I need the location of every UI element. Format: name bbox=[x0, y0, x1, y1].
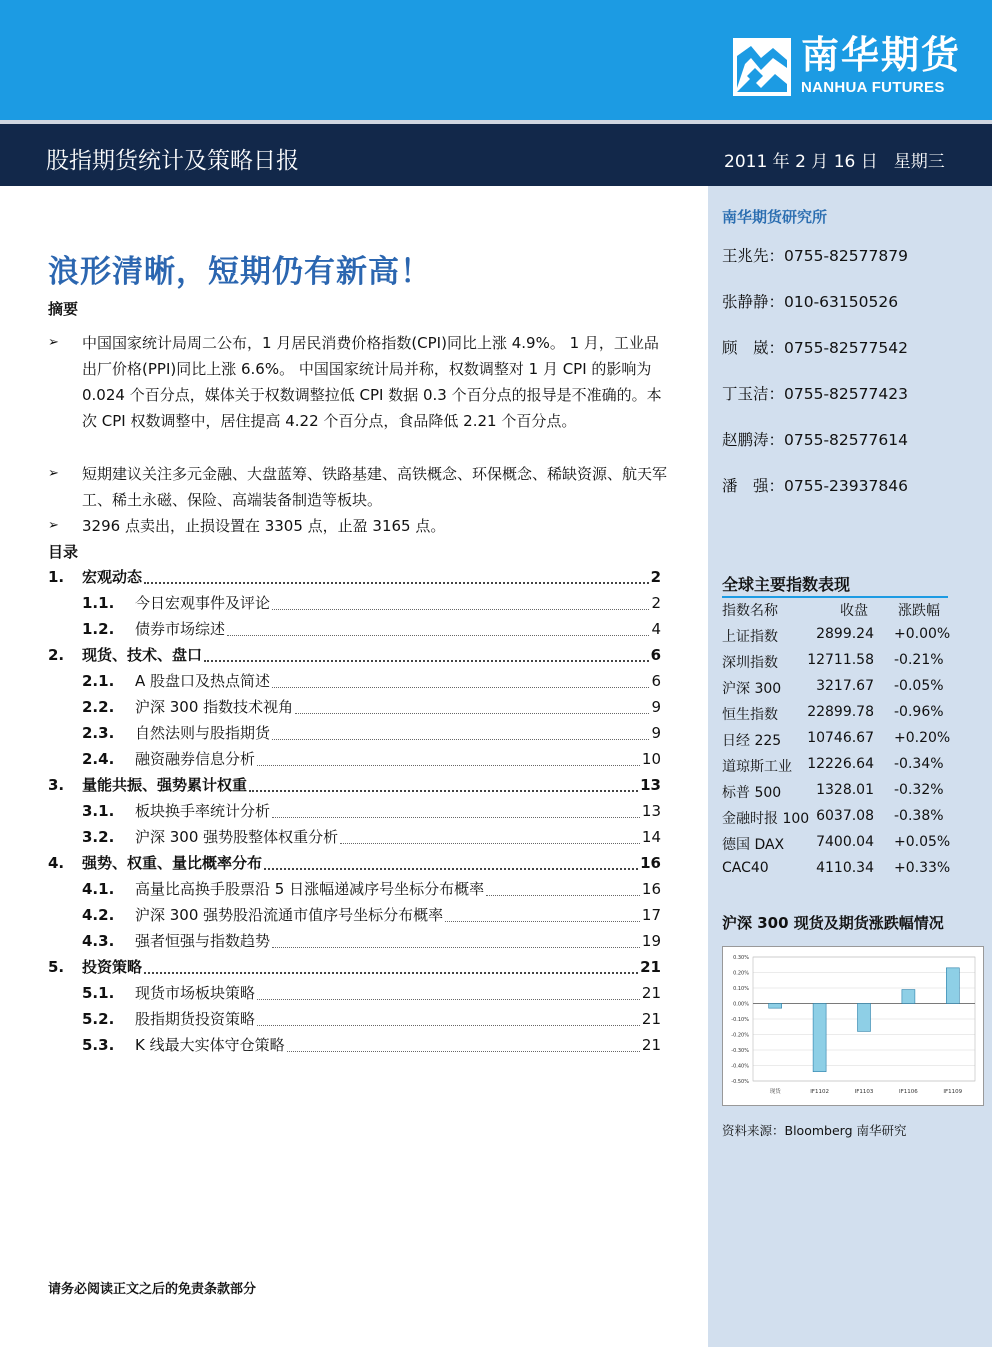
index-change: +0.00% bbox=[894, 626, 951, 642]
index-name: 道琼斯工业 bbox=[722, 759, 792, 775]
index-name: 日经 225 bbox=[722, 733, 782, 749]
toc-entry-label: 强势、权重、量比概率分布 bbox=[82, 854, 263, 872]
toc-entry-number: 1.2. bbox=[82, 620, 115, 638]
toc-entry-number: 2. bbox=[48, 646, 65, 664]
report-date-text: 2011 年 2 月 16 日 bbox=[724, 152, 878, 172]
institute-name: 南华期货研究所 bbox=[722, 208, 828, 226]
index-change: -0.38% bbox=[894, 808, 944, 824]
toc-entry-number: 5.3. bbox=[82, 1036, 115, 1054]
toc-entry-page: 21 bbox=[641, 984, 661, 1002]
toc-entry-label: 高量比高换手股票沿 5 日涨幅递减序号坐标分布概率 bbox=[135, 880, 485, 898]
toc-entry[interactable] bbox=[82, 904, 661, 928]
bar-chart-svg bbox=[723, 947, 985, 1107]
toc-entry[interactable] bbox=[48, 852, 661, 876]
chart-source: 资料来源：Bloomberg 南华研究 bbox=[722, 1123, 907, 1138]
report-weekday: 星期三 bbox=[893, 152, 945, 172]
toc-entry[interactable] bbox=[82, 982, 661, 1006]
toc-leader-dots bbox=[144, 972, 638, 974]
index-name: 上证指数 bbox=[722, 629, 778, 645]
summary-label: 摘要 bbox=[48, 300, 79, 318]
toc-entry-page: 16 bbox=[640, 854, 661, 872]
index-name: 深圳指数 bbox=[722, 655, 778, 671]
contact-item: 丁玉洁：0755-82577423 bbox=[722, 385, 908, 403]
toc-entry[interactable] bbox=[82, 748, 661, 772]
contact-item: 顾 崴：0755-82577542 bbox=[722, 339, 908, 357]
toc-leader-dots bbox=[272, 687, 649, 688]
y-tick-label: 0.20% bbox=[733, 970, 749, 977]
toc-entry-number: 3.2. bbox=[82, 828, 115, 846]
report-date bbox=[724, 147, 945, 172]
toc-entry-label: 股指期货投资策略 bbox=[135, 1010, 256, 1028]
logo-text-cn: 南华期货 bbox=[801, 33, 962, 77]
index-row bbox=[722, 626, 952, 652]
index-row bbox=[722, 808, 952, 834]
index-name: 标普 500 bbox=[722, 785, 782, 801]
toc-entry-number: 4.3. bbox=[82, 932, 115, 950]
x-tick-label: 现货 bbox=[769, 1089, 781, 1095]
toc-leader-dots bbox=[227, 635, 649, 636]
toc-entry-label: A 股盘口及热点简述 bbox=[135, 672, 271, 690]
y-tick-label: -0.20% bbox=[731, 1032, 749, 1039]
index-name: 沪深 300 bbox=[722, 681, 782, 697]
toc-entry-label: 板块换手率统计分析 bbox=[135, 802, 271, 820]
index-name: 金融时报 100 bbox=[722, 811, 810, 827]
toc-entry[interactable] bbox=[82, 878, 661, 902]
toc-entry-number: 2.2. bbox=[82, 698, 115, 716]
toc-entry-page: 6 bbox=[650, 646, 661, 664]
y-tick-label: -0.40% bbox=[731, 1063, 749, 1070]
toc-entry-number: 1.1. bbox=[82, 594, 115, 612]
toc-entry[interactable] bbox=[48, 956, 661, 980]
toc-entry-number: 4. bbox=[48, 854, 65, 872]
toc-leader-dots bbox=[272, 609, 649, 610]
index-row bbox=[722, 678, 952, 704]
toc-entry[interactable] bbox=[82, 1008, 661, 1032]
index-row bbox=[722, 756, 952, 782]
index-row bbox=[722, 860, 952, 886]
x-tick-label: IF1102 bbox=[810, 1089, 829, 1095]
index-change: +0.20% bbox=[894, 730, 951, 746]
toc-leader-dots bbox=[272, 739, 649, 740]
index-change: -0.05% bbox=[894, 678, 944, 694]
index-row bbox=[722, 652, 952, 678]
toc-entry-number: 5.1. bbox=[82, 984, 115, 1002]
bar-chart bbox=[722, 946, 984, 1106]
index-name: 恒生指数 bbox=[722, 707, 778, 723]
toc-entry[interactable] bbox=[82, 930, 661, 954]
toc-leader-dots bbox=[445, 921, 640, 922]
index-close: 4110.34 bbox=[816, 860, 874, 876]
y-tick-label: -0.10% bbox=[731, 1017, 749, 1023]
toc-entry-label: 现货市场板块策略 bbox=[135, 984, 256, 1002]
toc-leader-dots bbox=[264, 868, 638, 870]
summary-bullet bbox=[48, 330, 688, 460]
index-close: 2899.24 bbox=[816, 626, 874, 642]
toc-entry-number: 2.1. bbox=[82, 672, 115, 690]
toc-entry-page: 10 bbox=[641, 750, 661, 768]
toc-leader-dots bbox=[257, 1025, 640, 1026]
arrow-bullet-icon: ➢ bbox=[48, 466, 59, 481]
toc-entry-number: 1. bbox=[48, 568, 65, 586]
toc-entry-label: 沪深 300 强势股沿流通市值序号坐标分布概率 bbox=[135, 906, 444, 924]
toc-entry-label: 自然法则与股指期货 bbox=[135, 724, 271, 742]
toc-entry-label: 债券市场综述 bbox=[135, 620, 226, 638]
y-tick-label: -0.30% bbox=[731, 1048, 749, 1054]
toc-entry-label: 融资融券信息分析 bbox=[135, 750, 256, 768]
toc-entry-page: 17 bbox=[641, 906, 661, 924]
index-close: 12226.64 bbox=[807, 756, 874, 772]
toc-entry-page: 21 bbox=[640, 958, 661, 976]
toc-entry-page: 6 bbox=[651, 672, 661, 690]
toc-entry-page: 13 bbox=[641, 802, 661, 820]
toc-entry-number: 5.2. bbox=[82, 1010, 115, 1028]
index-close: 10746.67 bbox=[807, 730, 874, 746]
toc-entry-label: 现货、技术、盘口 bbox=[82, 646, 203, 664]
bar bbox=[858, 1004, 871, 1032]
summary-bullet-text: 短期建议关注多元金融、大盘蓝筹、铁路基建、高铁概念、环保概念、稀缺资源、航天军工、稀土永磁、保险、高端装备制造等板块。 bbox=[82, 465, 668, 509]
toc-entry-label: K 线最大实体守仓策略 bbox=[135, 1036, 285, 1054]
toc-leader-dots bbox=[257, 765, 640, 766]
toc-entry-page: 2 bbox=[650, 568, 661, 586]
y-tick-label: 0.00% bbox=[733, 1001, 749, 1008]
bar bbox=[946, 968, 959, 1004]
toc-entry[interactable] bbox=[82, 826, 661, 850]
index-table-title: 全球主要指数表现 bbox=[722, 575, 851, 594]
index-row bbox=[722, 834, 952, 860]
index-change: +0.05% bbox=[894, 834, 951, 850]
x-tick-label: IF1109 bbox=[943, 1089, 963, 1095]
index-name: 德国 DAX bbox=[722, 837, 785, 853]
toc-entry-number: 4.2. bbox=[82, 906, 115, 924]
toc-entry-number: 3.1. bbox=[82, 802, 115, 820]
toc-label: 目录 bbox=[48, 543, 79, 561]
index-close: 22899.78 bbox=[807, 704, 874, 720]
arrow-bullet-icon: ➢ bbox=[48, 335, 59, 350]
toc-entry-label: 沪深 300 指数技术视角 bbox=[135, 698, 294, 716]
toc-entry[interactable] bbox=[82, 618, 661, 642]
index-close: 6037.08 bbox=[816, 808, 874, 824]
toc-entry-page: 9 bbox=[651, 724, 661, 742]
toc-entry-number: 3. bbox=[48, 776, 65, 794]
nanhua-logo bbox=[733, 32, 973, 102]
toc-entry-page: 14 bbox=[641, 828, 661, 846]
contact-item: 王兆先：0755-82577879 bbox=[722, 247, 908, 265]
toc-entry-page: 21 bbox=[641, 1036, 661, 1054]
report-title: 股指期货统计及策略日报 bbox=[46, 148, 299, 174]
toc-entry-label: 强者恒强与指数趋势 bbox=[135, 932, 271, 950]
index-close: 12711.58 bbox=[807, 652, 874, 668]
toc-entry-page: 19 bbox=[641, 932, 661, 950]
contact-item: 张静静：010-63150526 bbox=[722, 293, 899, 311]
toc-entry-label: 宏观动态 bbox=[82, 568, 143, 586]
toc-entry-page: 16 bbox=[641, 880, 661, 898]
toc-entry-number: 2.4. bbox=[82, 750, 115, 768]
index-name: CAC40 bbox=[722, 860, 769, 876]
index-change: -0.34% bbox=[894, 756, 944, 772]
summary-bullet bbox=[48, 513, 688, 539]
toc-leader-dots bbox=[486, 895, 640, 896]
x-tick-label: IF1106 bbox=[899, 1089, 918, 1095]
y-tick-label: 0.10% bbox=[733, 986, 749, 992]
toc-entry[interactable] bbox=[82, 800, 661, 824]
toc-entry[interactable] bbox=[48, 774, 661, 798]
toc-entry-page: 2 bbox=[651, 594, 661, 612]
index-change: -0.21% bbox=[894, 652, 944, 668]
toc-entry-label: 量能共振、强势累计权重 bbox=[82, 776, 248, 794]
toc-leader-dots bbox=[295, 713, 649, 714]
summary-bullet-text: 3296 点卖出，止损设置在 3305 点，止盈 3165 点。 bbox=[82, 517, 446, 535]
bar bbox=[813, 1004, 826, 1072]
toc-leader-dots bbox=[204, 660, 649, 662]
index-change: -0.96% bbox=[894, 704, 944, 720]
headline: 浪形清晰，短期仍有新高！ bbox=[48, 254, 432, 290]
arrow-bullet-icon: ➢ bbox=[48, 518, 59, 533]
index-close: 3217.67 bbox=[816, 678, 874, 694]
toc-entry-page: 4 bbox=[651, 620, 661, 638]
y-tick-label: 0.30% bbox=[733, 955, 749, 961]
toc-entry[interactable] bbox=[82, 1034, 661, 1058]
chart-title: 沪深 300 现货及期货涨跌幅情况 bbox=[722, 914, 944, 932]
logo-text-en: NANHUA FUTURES bbox=[801, 79, 945, 96]
index-table-rule bbox=[722, 596, 948, 598]
toc-entry[interactable] bbox=[82, 670, 661, 694]
toc-leader-dots bbox=[272, 817, 640, 818]
index-row bbox=[722, 704, 952, 730]
toc-entry[interactable] bbox=[48, 566, 661, 590]
contact-item: 潘 强：0755-23937846 bbox=[722, 477, 908, 495]
bar bbox=[769, 1004, 782, 1009]
summary-bullet bbox=[48, 461, 688, 513]
col-header-close: 收盘 bbox=[840, 603, 868, 619]
x-tick-label: IF1103 bbox=[854, 1089, 874, 1095]
toc-entry[interactable] bbox=[82, 592, 661, 616]
toc-entry-label: 沪深 300 强势股整体权重分析 bbox=[135, 828, 339, 846]
index-change: +0.33% bbox=[894, 860, 951, 876]
toc-entry-page: 9 bbox=[651, 698, 661, 716]
col-header-name: 指数名称 bbox=[722, 603, 778, 619]
col-header-change: 涨跌幅 bbox=[898, 603, 940, 619]
toc-entry[interactable] bbox=[82, 722, 661, 746]
index-close: 1328.01 bbox=[816, 782, 874, 798]
toc-entry-label: 今日宏观事件及评论 bbox=[135, 594, 271, 612]
summary-bullet-text: 中国国家统计局周二公布，1 月居民消费价格指数(CPI)同比上涨 4.9%。 1 月，工业品出厂价格(PPI)同比上涨 6.6%。 中国国家统计局并称，权数调整对 1 月 CPI 的影响为 0.024 个百分点，媒体关于权数调整拉低 CPI 数据 0.3 个百分点的报导是不准确的。本次 CPI 权数调整中，居住提高 4.22 个百分点，食品降低 2.21 个百分点。 bbox=[82, 334, 662, 430]
toc-entry[interactable] bbox=[48, 644, 661, 668]
contact-item: 赵鹏涛：0755-82577614 bbox=[722, 431, 908, 449]
toc-leader-dots bbox=[272, 947, 640, 948]
toc-leader-dots bbox=[287, 1051, 640, 1052]
toc-entry-number: 4.1. bbox=[82, 880, 115, 898]
toc-entry[interactable] bbox=[82, 696, 661, 720]
index-table-header bbox=[722, 600, 952, 626]
toc-leader-dots bbox=[257, 999, 640, 1000]
toc-entry-number: 5. bbox=[48, 958, 65, 976]
toc-leader-dots bbox=[249, 790, 638, 792]
index-row bbox=[722, 782, 952, 808]
toc-entry-label: 投资策略 bbox=[82, 958, 143, 976]
logo-mark-icon bbox=[733, 38, 791, 96]
toc-leader-dots bbox=[340, 843, 640, 844]
index-row bbox=[722, 730, 952, 756]
toc-entry-page: 21 bbox=[641, 1010, 661, 1028]
toc-entry-number: 2.3. bbox=[82, 724, 115, 742]
toc-leader-dots bbox=[144, 582, 649, 584]
disclaimer: 请务必阅读正文之后的免责条款部分 bbox=[48, 1282, 257, 1297]
index-close: 7400.04 bbox=[816, 834, 874, 850]
y-tick-label: -0.50% bbox=[731, 1079, 749, 1085]
toc-entry-page: 13 bbox=[640, 776, 661, 794]
bar bbox=[902, 990, 915, 1004]
index-change: -0.32% bbox=[894, 782, 944, 798]
